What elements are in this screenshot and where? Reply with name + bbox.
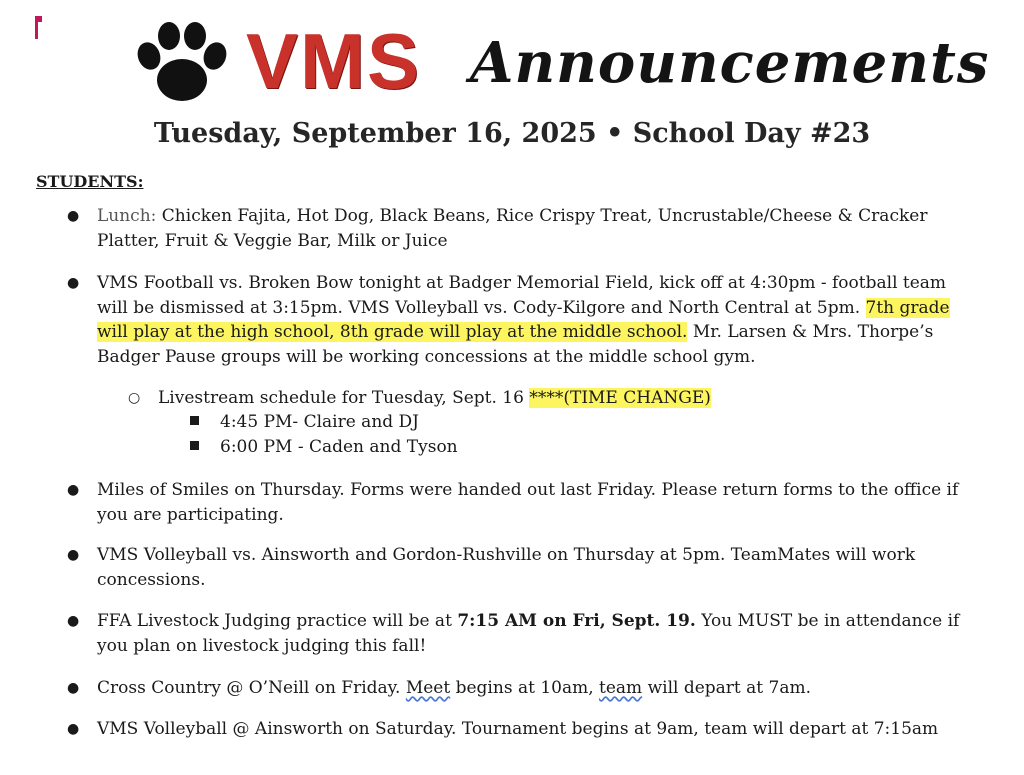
bullet-icon: ●	[67, 275, 80, 291]
date-line: Tuesday, September 16, 2025 • School Day #23	[153, 118, 871, 149]
paw-print-icon	[134, 22, 230, 104]
livestream-slot-text: 6:00 PM - Caden and Tyson	[220, 437, 458, 457]
list-item-livestream	[128, 386, 958, 411]
list-item-cross-country	[67, 676, 967, 701]
spellcheck-word: team	[599, 678, 643, 698]
lunch-text: Chicken Fajita, Hot Dog, Black Beans, Rice Crispy Treat, Uncrustable/Cheese & Cracker Platter, Fruit & Veggie Bar, Milk or Juice	[97, 206, 928, 251]
football-text-a: VMS Football vs. Broken Bow tonight at Badger Memorial Field, kick off at 4:30pm - football team will be dismissed at 3:15pm. VMS Volleyball vs. Cody-Kilgore and North Central at 5pm.	[97, 273, 947, 318]
hollow-bullet-icon: ○	[128, 390, 141, 406]
text-cursor-marker	[35, 16, 38, 39]
students-heading: STUDENTS:	[36, 172, 144, 191]
bullet-icon: ●	[67, 482, 80, 498]
volleyball-sat-text: VMS Volleyball @ Ainsworth on Saturday. Tournament begins at 9am, team will depart at 7:15am	[97, 719, 939, 739]
list-item-lunch	[67, 204, 967, 253]
smiles-text: Miles of Smiles on Thursday. Forms were handed out last Friday. Please return forms to the office if you are participating.	[97, 480, 959, 525]
lunch-label: Lunch:	[97, 206, 157, 226]
ffa-text-b: You MUST be in attendance if you plan on livestock judging this fall!	[97, 611, 960, 656]
livestream-slot	[220, 410, 419, 435]
bullet-icon: ●	[67, 721, 80, 737]
grade-location-highlight: 7th grade will play at the high school, 8th grade will play at the middle school.	[97, 297, 950, 342]
livestream-text: Livestream schedule for Tuesday, Sept. 16	[158, 388, 530, 408]
livestream-slot	[220, 435, 458, 460]
square-bullet-icon	[190, 441, 199, 450]
spellcheck-word: Meet	[405, 678, 451, 698]
announcements-title: Announcements	[470, 30, 990, 96]
bullet-icon: ●	[67, 613, 80, 629]
time-change-highlight: ****(TIME CHANGE)	[529, 388, 711, 408]
list-item-volleyball-saturday	[67, 717, 967, 742]
bullet-icon: ●	[67, 547, 80, 563]
vms-logo-text: VMS	[246, 17, 422, 105]
livestream-slot-text: 4:45 PM- Claire and DJ	[220, 412, 419, 432]
header-banner	[130, 14, 990, 106]
list-item-miles-of-smiles	[67, 478, 967, 527]
cc-text-b: begins at 10am,	[450, 678, 600, 698]
cc-text-c: will depart at 7am.	[642, 678, 812, 698]
bullet-icon: ●	[67, 208, 80, 224]
list-item-ffa	[67, 609, 967, 658]
list-item-football	[67, 271, 967, 369]
ffa-text-a: FFA Livestock Judging practice will be at	[97, 611, 458, 631]
volleyball-thu-text: VMS Volleyball vs. Ainsworth and Gordon-Rushville on Thursday at 5pm. TeamMates will work concessions.	[97, 545, 916, 590]
cc-text-a: Cross Country @ O’Neill on Friday.	[97, 678, 406, 698]
bullet-icon: ●	[67, 680, 80, 696]
ffa-time-bold: 7:15 AM on Fri, Sept. 19.	[457, 611, 696, 631]
square-bullet-icon	[190, 416, 199, 425]
list-item-volleyball-thursday	[67, 543, 967, 592]
football-text-b: Mr. Larsen & Mrs. Thorpe’s Badger Pause groups will be working concessions at the middle school gym.	[97, 322, 934, 367]
